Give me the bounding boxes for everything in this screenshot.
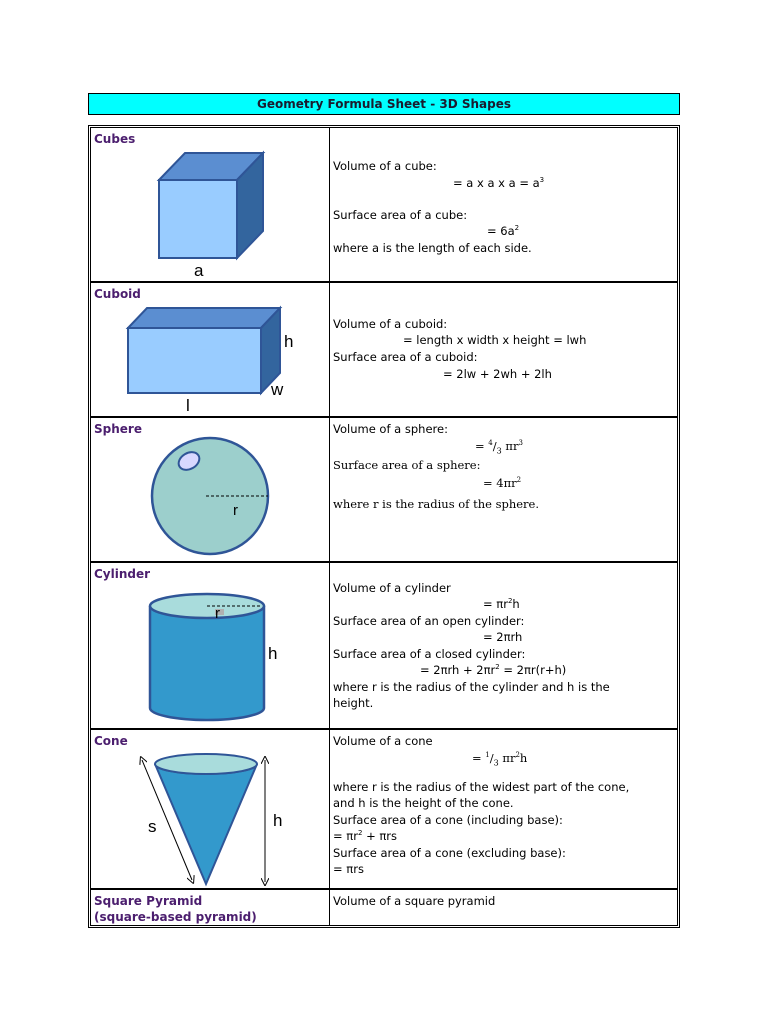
height-label: h — [273, 811, 283, 830]
formula-text: Volume of a sphere: — [333, 422, 448, 436]
shape-name: Cylinder — [94, 567, 151, 581]
formula-text: Surface area of a cube: — [333, 208, 468, 222]
formula-text: = $2\pi rh + 2\pi r^2 = 2\pi r(r+h)$ — [420, 663, 567, 677]
formula-text: = 2lw + 2wh + 2lh — [443, 367, 552, 381]
shape-cell — [90, 889, 330, 926]
shape-name: Cubes — [94, 132, 136, 146]
shape-cell — [90, 562, 330, 729]
formula-text: Surface area of a cuboid: — [333, 350, 478, 364]
formula-cell — [330, 282, 678, 417]
shape-cell — [90, 417, 330, 562]
slant-label: s — [148, 817, 157, 836]
cuboid-figure — [91, 283, 331, 418]
shape-name: Cuboid — [94, 287, 141, 301]
formula-text: = 2πrh — [483, 630, 523, 644]
shape-cell — [90, 282, 330, 417]
radius-label: r — [233, 502, 238, 519]
table-row-cuboid — [90, 282, 678, 417]
formula-text: height. — [333, 696, 374, 710]
formula-text: Volume of a cone — [333, 734, 433, 748]
table-row-cone — [90, 729, 678, 889]
formula-text: Volume of a square pyramid — [333, 894, 496, 908]
shape-cell — [90, 127, 330, 282]
formula-text: = length x width x height = lwh — [403, 333, 587, 347]
formula-cell — [330, 127, 678, 282]
formula-text: = $4\pi r^2$ — [483, 476, 522, 490]
formula-text: Volume of a cylinder — [333, 581, 451, 595]
shape-cell — [90, 729, 330, 889]
page-title: Geometry Formula Sheet - 3D Shapes — [88, 93, 680, 115]
formula-text: Surface area of a closed cylinder: — [333, 647, 526, 661]
table-row-square-pyramid — [90, 889, 678, 926]
formula-text: where a is the length of each side. — [333, 241, 532, 255]
shape-subname: (square-based pyramid) — [94, 910, 257, 924]
shape-name: Sphere — [94, 422, 142, 436]
formula-cell — [330, 417, 678, 562]
cube-figure — [91, 128, 331, 283]
formula-text: where r is the radius of the sphere. — [333, 497, 540, 511]
formula-text: = πrs — [333, 862, 364, 876]
table-row-cube — [90, 127, 678, 282]
cone-figure — [91, 730, 331, 890]
formula-text: Surface area of a cone (including base): — [333, 813, 563, 827]
formula-text: = $6a^2$ — [487, 224, 520, 238]
formula-text: Volume of a cube: — [333, 159, 437, 173]
shape-name: Square Pyramid — [94, 894, 203, 908]
height-label: h — [268, 644, 278, 663]
table-row-sphere — [90, 417, 678, 562]
formula-text: Volume of a cuboid: — [333, 317, 448, 331]
formula-text: = $\pi r^2 + \pi rs$ — [333, 829, 398, 843]
formula-cell — [330, 889, 678, 926]
formula-text: = $\pi r^2h$ — [483, 597, 520, 611]
formula-text: Surface area of a cone (excluding base): — [333, 846, 566, 860]
sphere-figure — [91, 418, 331, 563]
formula-text: where r is the radius of the cylinder and h is the — [333, 680, 610, 694]
formula-text: = $^1/_3$ $\pi r^2h$ — [472, 751, 528, 768]
shape-name: Cone — [94, 734, 128, 748]
formula-table — [88, 125, 680, 928]
length-label: l — [186, 396, 190, 415]
formula-text: Surface area of a sphere: — [333, 458, 481, 472]
formula-text: Surface area of an open cylinder: — [333, 614, 525, 628]
formula-text: = a x a x $a = a^3$ — [453, 176, 545, 190]
height-label: h — [284, 332, 294, 351]
table-row-cylinder — [90, 562, 678, 729]
radius-label: r — [215, 605, 220, 622]
side-label: a — [194, 261, 204, 280]
formula-text: and h is the height of the cone. — [333, 796, 514, 810]
formula-cell — [330, 729, 678, 889]
cylinder-figure — [91, 563, 331, 730]
formula-text: = $^4/_3$ $\pi r^3$ — [475, 439, 523, 456]
width-label: w — [271, 380, 284, 399]
formula-cell — [330, 562, 678, 729]
formula-text: where r is the radius of the widest part of the cone, — [333, 780, 630, 794]
